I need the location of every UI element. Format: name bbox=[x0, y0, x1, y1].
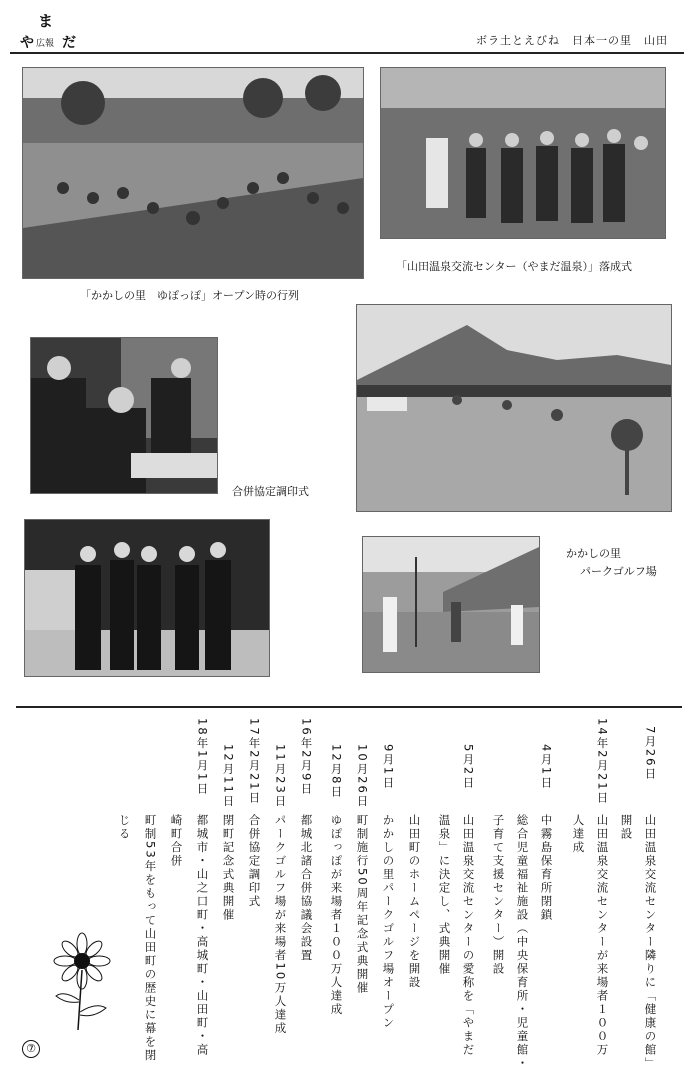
history-timeline bbox=[100, 718, 670, 1071]
timeline-date: 16年2月9日 bbox=[299, 718, 314, 796]
logo-ma: ま bbox=[38, 12, 54, 30]
timeline-text: 中霧島保育所閉鎖 bbox=[539, 814, 554, 922]
logo-kouhou: 広報 bbox=[36, 39, 55, 49]
photo-park-golf-mountain bbox=[356, 304, 672, 512]
timeline-text: パークゴルフ場が来場者10万人達成 bbox=[273, 814, 288, 1036]
timeline-date: 5月2日 bbox=[461, 744, 476, 790]
header-title: ボラ土とえびね 日本一の里 山田 bbox=[476, 34, 668, 47]
timeline-text: 山田温泉交流センター隣りに「健康の館」 bbox=[643, 814, 658, 1071]
timeline-date: 18年1月1日 bbox=[195, 718, 210, 796]
timeline-text: ゆぽっぽが来場者１００万人達成 bbox=[329, 814, 344, 1017]
timeline-text: 山田町のホームページを開設 bbox=[407, 814, 422, 990]
timeline-date: 7月26日 bbox=[643, 726, 658, 781]
caption-gappei: 合併協定調印式 bbox=[232, 485, 309, 498]
flower-illustration-icon bbox=[44, 930, 120, 1036]
timeline-date: 12月8日 bbox=[329, 744, 344, 799]
timeline-text: 都城北諸合併協議会設置 bbox=[299, 814, 314, 963]
timeline-text: 閉町記念式典開催 bbox=[221, 814, 236, 922]
timeline-date: 12月11日 bbox=[221, 744, 236, 809]
timeline-text: 合併協定調印式 bbox=[247, 814, 262, 909]
photo-onsen-ceremony bbox=[380, 67, 666, 239]
masthead-logo bbox=[10, 10, 80, 54]
timeline-date: 17年2月21日 bbox=[247, 718, 262, 806]
photo-yupoppo-queue bbox=[22, 67, 364, 279]
timeline-text: かかしの里パークゴルフ場オープン bbox=[381, 814, 396, 1030]
timeline-text: 子育て支援センター）開設 bbox=[491, 814, 506, 976]
timeline-date: 9月1日 bbox=[381, 744, 396, 790]
timeline-text: 山田温泉交流センターの愛称を「やまだ bbox=[461, 814, 476, 1057]
timeline-text: 山田温泉交流センターが来場者１００万 bbox=[595, 814, 610, 1057]
timeline-date: 10月26日 bbox=[355, 744, 370, 809]
caption-yupoppo: 「かかしの里 ゆぽっぽ」オープン時の行列 bbox=[80, 289, 300, 302]
photo-park-golf-players bbox=[362, 536, 540, 673]
timeline-date: 14年2月21日 bbox=[595, 718, 610, 806]
timeline-text: 総合児童福祉施設（中央保育所・児童館・ bbox=[515, 814, 530, 1071]
timeline-date: 4月1日 bbox=[539, 744, 554, 790]
timeline-text: 町制施行50周年記念式典開催 bbox=[355, 814, 370, 995]
caption-golf-line2: パークゴルフ場 bbox=[580, 565, 657, 578]
photo-merger-signing bbox=[30, 337, 218, 494]
timeline-date: 11月23日 bbox=[273, 744, 288, 809]
page-number: ⑦ bbox=[22, 1040, 40, 1058]
timeline-text: 温泉」に決定し、式典開催 bbox=[437, 814, 452, 976]
timeline-text: 都城市・山之口町・高城町・山田町・高 bbox=[195, 814, 210, 1057]
caption-golf-line1: かかしの里 bbox=[566, 547, 621, 560]
timeline-text: 崎町合併 bbox=[169, 814, 184, 868]
timeline-text: じる bbox=[117, 814, 132, 841]
logo-da: だ bbox=[62, 35, 76, 51]
caption-onsen: 「山田温泉交流センター（やまだ温泉）」落成式 bbox=[396, 260, 633, 273]
timeline-text: 人達成 bbox=[571, 814, 586, 855]
photo-merger-handshake bbox=[24, 519, 270, 677]
section-divider bbox=[16, 706, 682, 708]
timeline-text: 町制53年をもって山田町の歴史に幕を閉 bbox=[143, 814, 158, 1063]
header-rule bbox=[10, 52, 684, 54]
timeline-text: 開設 bbox=[619, 814, 634, 841]
logo-ya: や bbox=[20, 35, 34, 51]
